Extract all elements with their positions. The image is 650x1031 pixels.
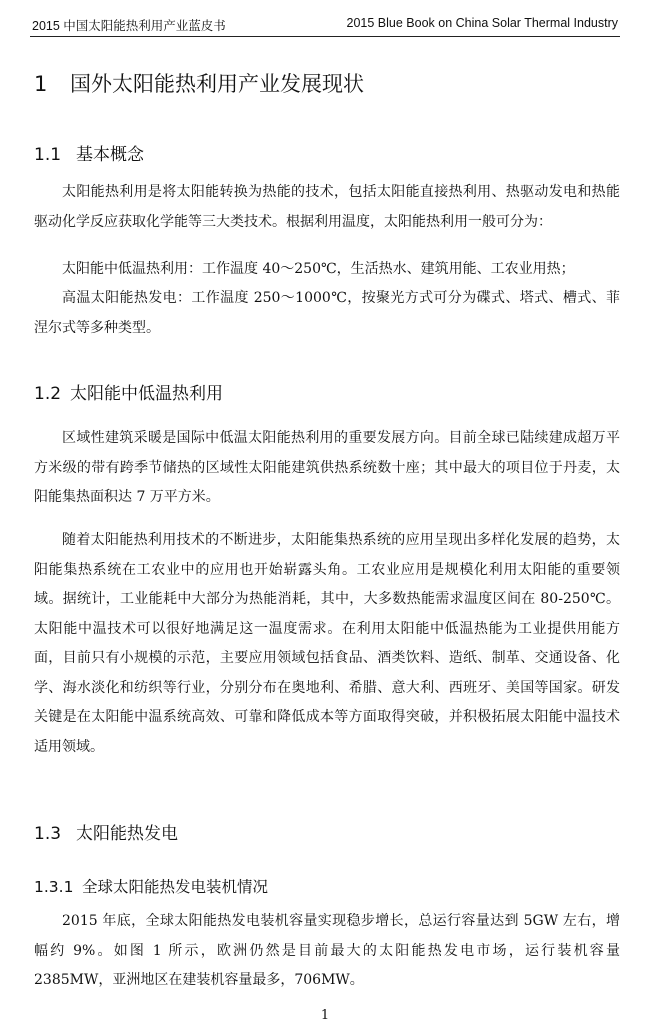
page-header xyxy=(30,12,620,37)
header-right-title: 2015 Blue Book on China Solar Thermal Industry xyxy=(346,16,618,30)
section-number: 1.1 xyxy=(34,145,62,165)
paragraph-low-temp: 太阳能中低温热利用：工作温度 40～250℃，生活热水、建筑用能、工农业用热； xyxy=(62,261,575,277)
section-heading-1-1 xyxy=(34,140,144,165)
paragraph-district-heating: 区域性建筑采暖是国际中低温太阳能热利用的重要发展方向。目前全球已陆续建成超万平方米级的带有跨季节储热的区域性太阳能建筑供热系统数十座；其中最大的项目位于丹麦，太阳能集热面积达 7 万平方米。 xyxy=(34,430,620,505)
section-title: 基本概念 xyxy=(76,145,144,165)
chapter-number: 1 xyxy=(34,72,48,96)
paragraph-global-capacity: 2015 年底，全球太阳能热发电装机容量实现稳步增长，总运行容量达到 5GW 左右，增幅约 9%。如图 1 所示，欧洲仍然是目前最大的太阳能热发电市场，运行装机容量 2385MW，亚洲地区在建装机容量最多，706MW。 xyxy=(34,913,620,988)
paragraph-high-temp: 高温太阳能热发电：工作温度 250～1000℃，按聚光方式可分为碟式、塔式、槽式、菲涅尔式等多种类型。 xyxy=(34,290,620,336)
section-title: 太阳能中低温热利用 xyxy=(70,384,223,404)
paragraph-industrial-use: 随着太阳能热利用技术的不断进步，太阳能集热系统的应用呈现出多样化发展的趋势，太阳能集热系统在工农业中的应用也开始崭露头角。工农业应用是规模化利用太阳能的重要领域。据统计，工业能耗中大部分为热能消耗，其中，大多数热能需求温度区间在 80-250℃。太阳能中温技术可以很好地满足这一温度需求。在利用太阳能中低温热能为工业提供用能方面，目前只有小规模的示范，主要应用领域包括食品、酒类饮料、造纸、制革、交通设备、化学、海水淡化和纺织等行业，分别分布在奥地利、希腊、意大利、西班牙、美国等国家。研发关键是在太阳能中温系统高效、可靠和降低成本等方面取得突破，并积极拓展太阳能中温技术适用领域。 xyxy=(34,532,620,755)
section-heading-1-2 xyxy=(34,379,223,404)
section-number: 1.3 xyxy=(34,824,62,844)
chapter-heading xyxy=(34,68,364,98)
header-left-title: 2015 中国太阳能热利用产业蓝皮书 xyxy=(32,19,226,33)
section-title: 太阳能热发电 xyxy=(76,824,178,844)
section-number: 1.2 xyxy=(34,384,62,404)
page-number: 1 xyxy=(320,1008,330,1023)
chapter-title: 国外太阳能热利用产业发展现状 xyxy=(70,72,364,96)
subsection-title: 全球太阳能热发电装机情况 xyxy=(82,878,269,896)
paragraph-intro: 太阳能热利用是将太阳能转换为热能的技术，包括太阳能直接热利用、热驱动发电和热能驱动化学反应获取化学能等三大类技术。根据利用温度，太阳能热利用一般可分为： xyxy=(34,184,620,230)
section-heading-1-3 xyxy=(34,819,178,844)
subsection-number: 1.3.1 xyxy=(34,878,74,896)
subsection-heading-1-3-1 xyxy=(34,875,268,897)
